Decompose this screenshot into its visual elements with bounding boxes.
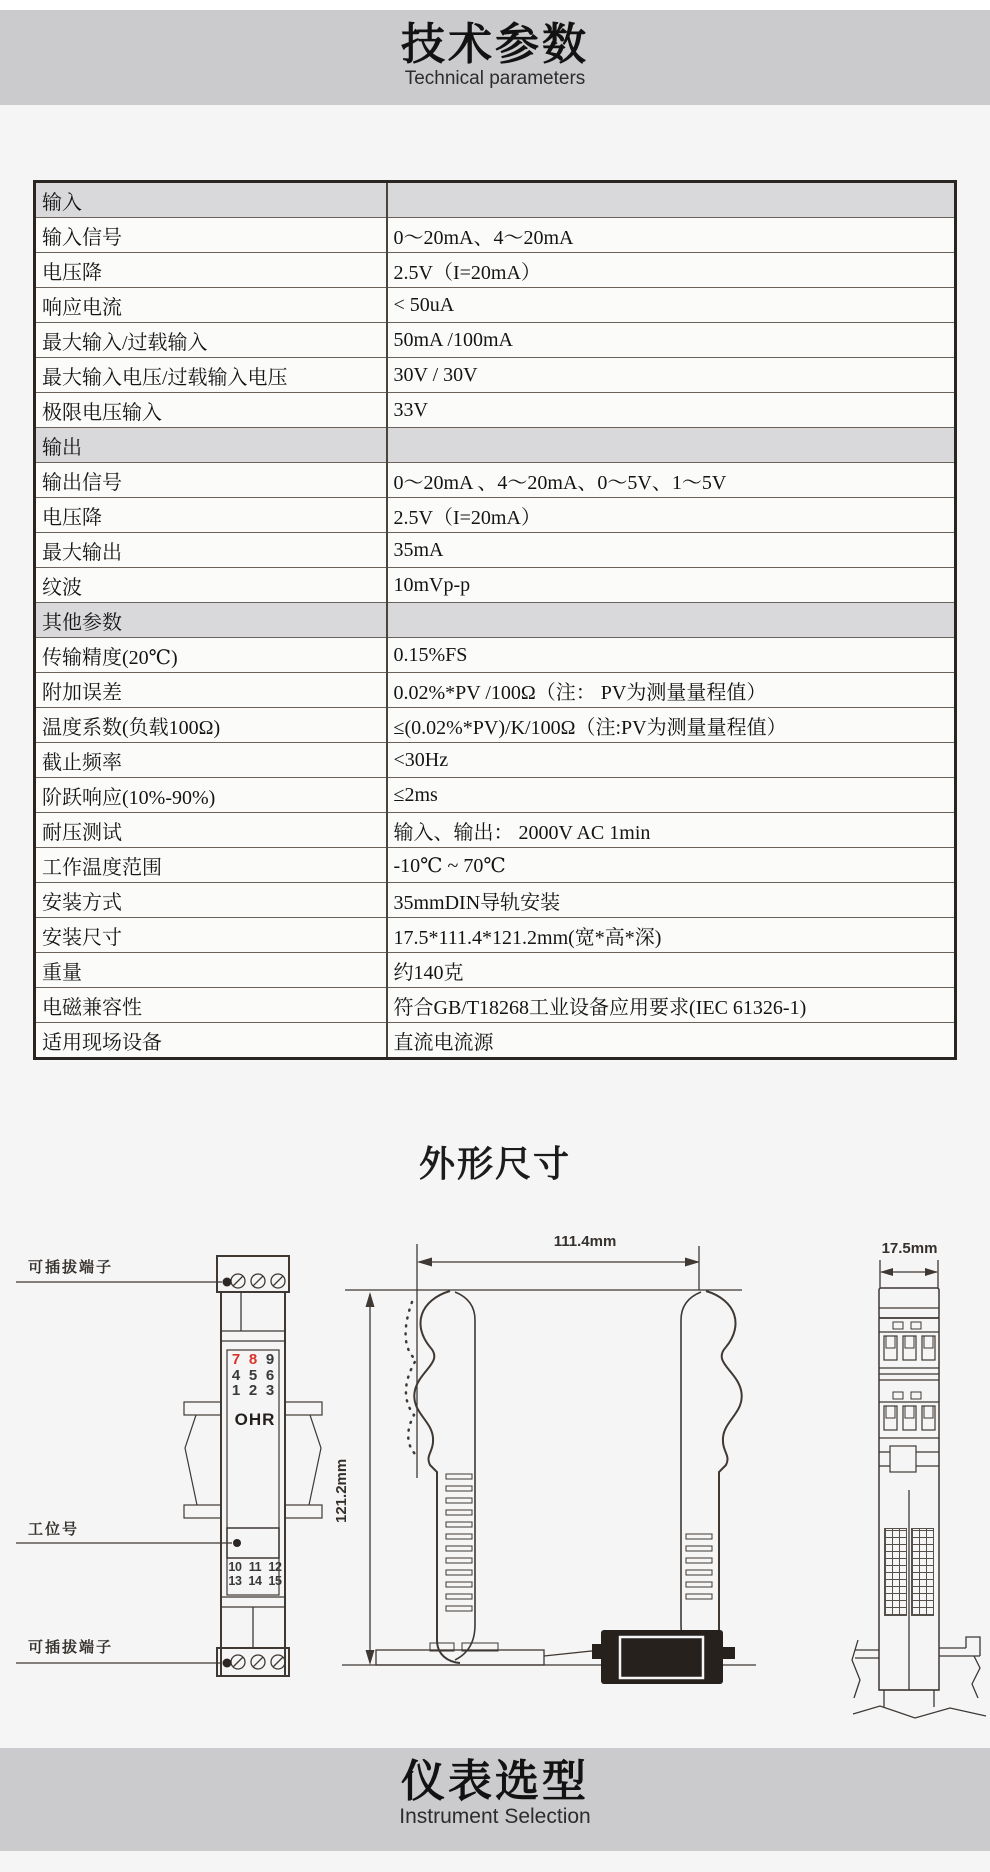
vent-grid-left	[884, 1528, 907, 1616]
spec-value: 50mA /100mA	[387, 323, 956, 358]
spec-row	[35, 463, 956, 498]
spec-row	[35, 778, 956, 813]
brand-logo: OHR	[234, 1410, 276, 1429]
spec-value: ≤2ms	[387, 778, 956, 813]
spec-value: 33V	[387, 393, 956, 428]
spec-label: 适用现场设备	[35, 1023, 387, 1059]
spec-value: 0.15%FS	[387, 638, 956, 673]
spec-label: 输出信号	[35, 463, 387, 498]
terminal-number: 4	[231, 1366, 241, 1384]
spec-label: 响应电流	[35, 288, 387, 323]
spec-value: 直流电流源	[387, 1023, 956, 1059]
spec-row	[35, 953, 956, 988]
terminal-number: 6	[265, 1366, 275, 1384]
spec-label: 极限电压输入	[35, 393, 387, 428]
terminal-number: 9	[265, 1351, 275, 1368]
spec-row	[35, 288, 956, 323]
technical-parameters-subtitle: Technical parameters	[404, 68, 586, 89]
spec-value: < 50uA	[387, 288, 956, 323]
terminal-number: 13	[228, 1574, 242, 1588]
spec-row	[35, 743, 956, 778]
spec-row	[35, 323, 956, 358]
spec-row	[35, 638, 956, 673]
spec-label: 电磁兼容性	[35, 988, 387, 1023]
top-margin	[0, 0, 990, 10]
height-dimension-label: 121.2mm	[333, 1458, 350, 1523]
spec-label: 纹波	[35, 568, 387, 603]
spec-label: 电压降	[35, 253, 387, 288]
spec-value: 30V / 30V	[387, 358, 956, 393]
spec-label: 截止频率	[35, 743, 387, 778]
spec-value: 35mA	[387, 533, 956, 568]
spec-row	[35, 393, 956, 428]
spec-value: 10mVp-p	[387, 568, 956, 603]
spec-label: 输出	[35, 428, 387, 463]
spec-section-row	[35, 603, 956, 638]
tag-number-label: 工位号	[28, 1521, 80, 1538]
spec-label: 附加误差	[35, 673, 387, 708]
terminal-number: 1	[231, 1382, 241, 1399]
spec-label: 安装方式	[35, 883, 387, 918]
spec-value: 35mmDIN导轨安装	[387, 883, 956, 918]
spec-row	[35, 218, 956, 253]
terminal-number: 11	[248, 1560, 262, 1574]
spec-row	[35, 883, 956, 918]
spec-value	[387, 428, 956, 463]
spec-row	[35, 708, 956, 743]
side-view-drawing	[342, 1244, 756, 1684]
spec-row	[35, 498, 956, 533]
spec-label: 输入信号	[35, 218, 387, 253]
spec-value: 符合GB/T18268工业设备应用要求(IEC 61326-1)	[387, 988, 956, 1023]
terminal-number: 3	[265, 1382, 275, 1399]
front-terminals-bottom	[226, 1560, 284, 1588]
pluggable-terminal-label-top: 可插拔端子	[28, 1259, 114, 1276]
spec-label: 重量	[35, 953, 387, 988]
spec-section-row	[35, 182, 956, 218]
spec-row	[35, 568, 956, 603]
spec-value: 0.02%*PV /100Ω（注： PV为测量量程值）	[387, 673, 956, 708]
pluggable-terminal-label-bottom: 可插拔端子	[28, 1639, 114, 1656]
technical-parameters-title: 技术参数	[401, 20, 589, 69]
spec-label: 电压降	[35, 498, 387, 533]
front-terminals-top	[229, 1352, 277, 1399]
spec-label: 传输精度(20℃)	[35, 638, 387, 673]
spec-value: -10℃ ~ 70℃	[387, 848, 956, 883]
spec-value: ≤(0.02%*PV)/K/100Ω（注:PV为测量量程值）	[387, 708, 956, 743]
width-dimension-label: 111.4mm	[553, 1233, 617, 1250]
spec-label: 温度系数(负载100Ω)	[35, 708, 387, 743]
spec-label: 安装尺寸	[35, 918, 387, 953]
depth-dimension-label: 17.5mm	[881, 1240, 938, 1257]
instrument-selection-title: 仪表选型	[401, 1757, 589, 1806]
spec-label: 其他参数	[35, 603, 387, 638]
spec-row	[35, 673, 956, 708]
instrument-selection-header	[0, 1748, 990, 1851]
spec-section-row	[35, 428, 956, 463]
spec-value: 17.5*111.4*121.2mm(宽*高*深)	[387, 918, 956, 953]
outline-dimensions-title: 外形尺寸	[418, 1143, 571, 1184]
spec-table	[33, 180, 957, 1060]
spec-row	[35, 918, 956, 953]
spec-row	[35, 848, 956, 883]
spec-label: 最大输入电压/过载输入电压	[35, 358, 387, 393]
spec-row	[35, 533, 956, 568]
spec-value: <30Hz	[387, 743, 956, 778]
spec-row	[35, 1023, 956, 1059]
terminal-number: 10	[228, 1560, 242, 1574]
end-view-drawing	[852, 1260, 986, 1718]
spec-value: 0～20mA 、4～20mA、0～5V、1～5V	[387, 463, 956, 498]
terminal-number: 5	[248, 1366, 258, 1384]
spec-label: 最大输出	[35, 533, 387, 568]
instrument-selection-subtitle: Instrument Selection	[399, 1805, 591, 1828]
spec-row	[35, 813, 956, 848]
terminal-number: 2	[248, 1382, 258, 1399]
spec-value	[387, 603, 956, 638]
terminal-number: 12	[268, 1560, 282, 1574]
technical-parameters-header	[0, 10, 990, 105]
front-view-drawing	[16, 1256, 322, 1676]
terminal-number: 14	[248, 1574, 262, 1588]
terminal-number: 15	[268, 1574, 282, 1588]
spec-row	[35, 358, 956, 393]
terminal-number: 8	[248, 1351, 258, 1368]
spec-value: 2.5V（I=20mA）	[387, 498, 956, 533]
spec-label: 工作温度范围	[35, 848, 387, 883]
spec-table-body	[35, 182, 956, 1059]
outline-dimension-diagram	[0, 1228, 990, 1748]
spec-label: 阶跃响应(10%-90%)	[35, 778, 387, 813]
spec-row	[35, 253, 956, 288]
spec-label: 耐压测试	[35, 813, 387, 848]
spec-value: 0～20mA、4～20mA	[387, 218, 956, 253]
vent-grid-right	[911, 1528, 934, 1616]
spec-row	[35, 988, 956, 1023]
spec-value: 输入、输出： 2000V AC 1min	[387, 813, 956, 848]
spec-value: 约140克	[387, 953, 956, 988]
spec-label: 输入	[35, 182, 387, 218]
spec-value	[387, 182, 956, 218]
spec-label: 最大输入/过载输入	[35, 323, 387, 358]
spec-value: 2.5V（I=20mA）	[387, 253, 956, 288]
terminal-number: 7	[231, 1351, 241, 1368]
